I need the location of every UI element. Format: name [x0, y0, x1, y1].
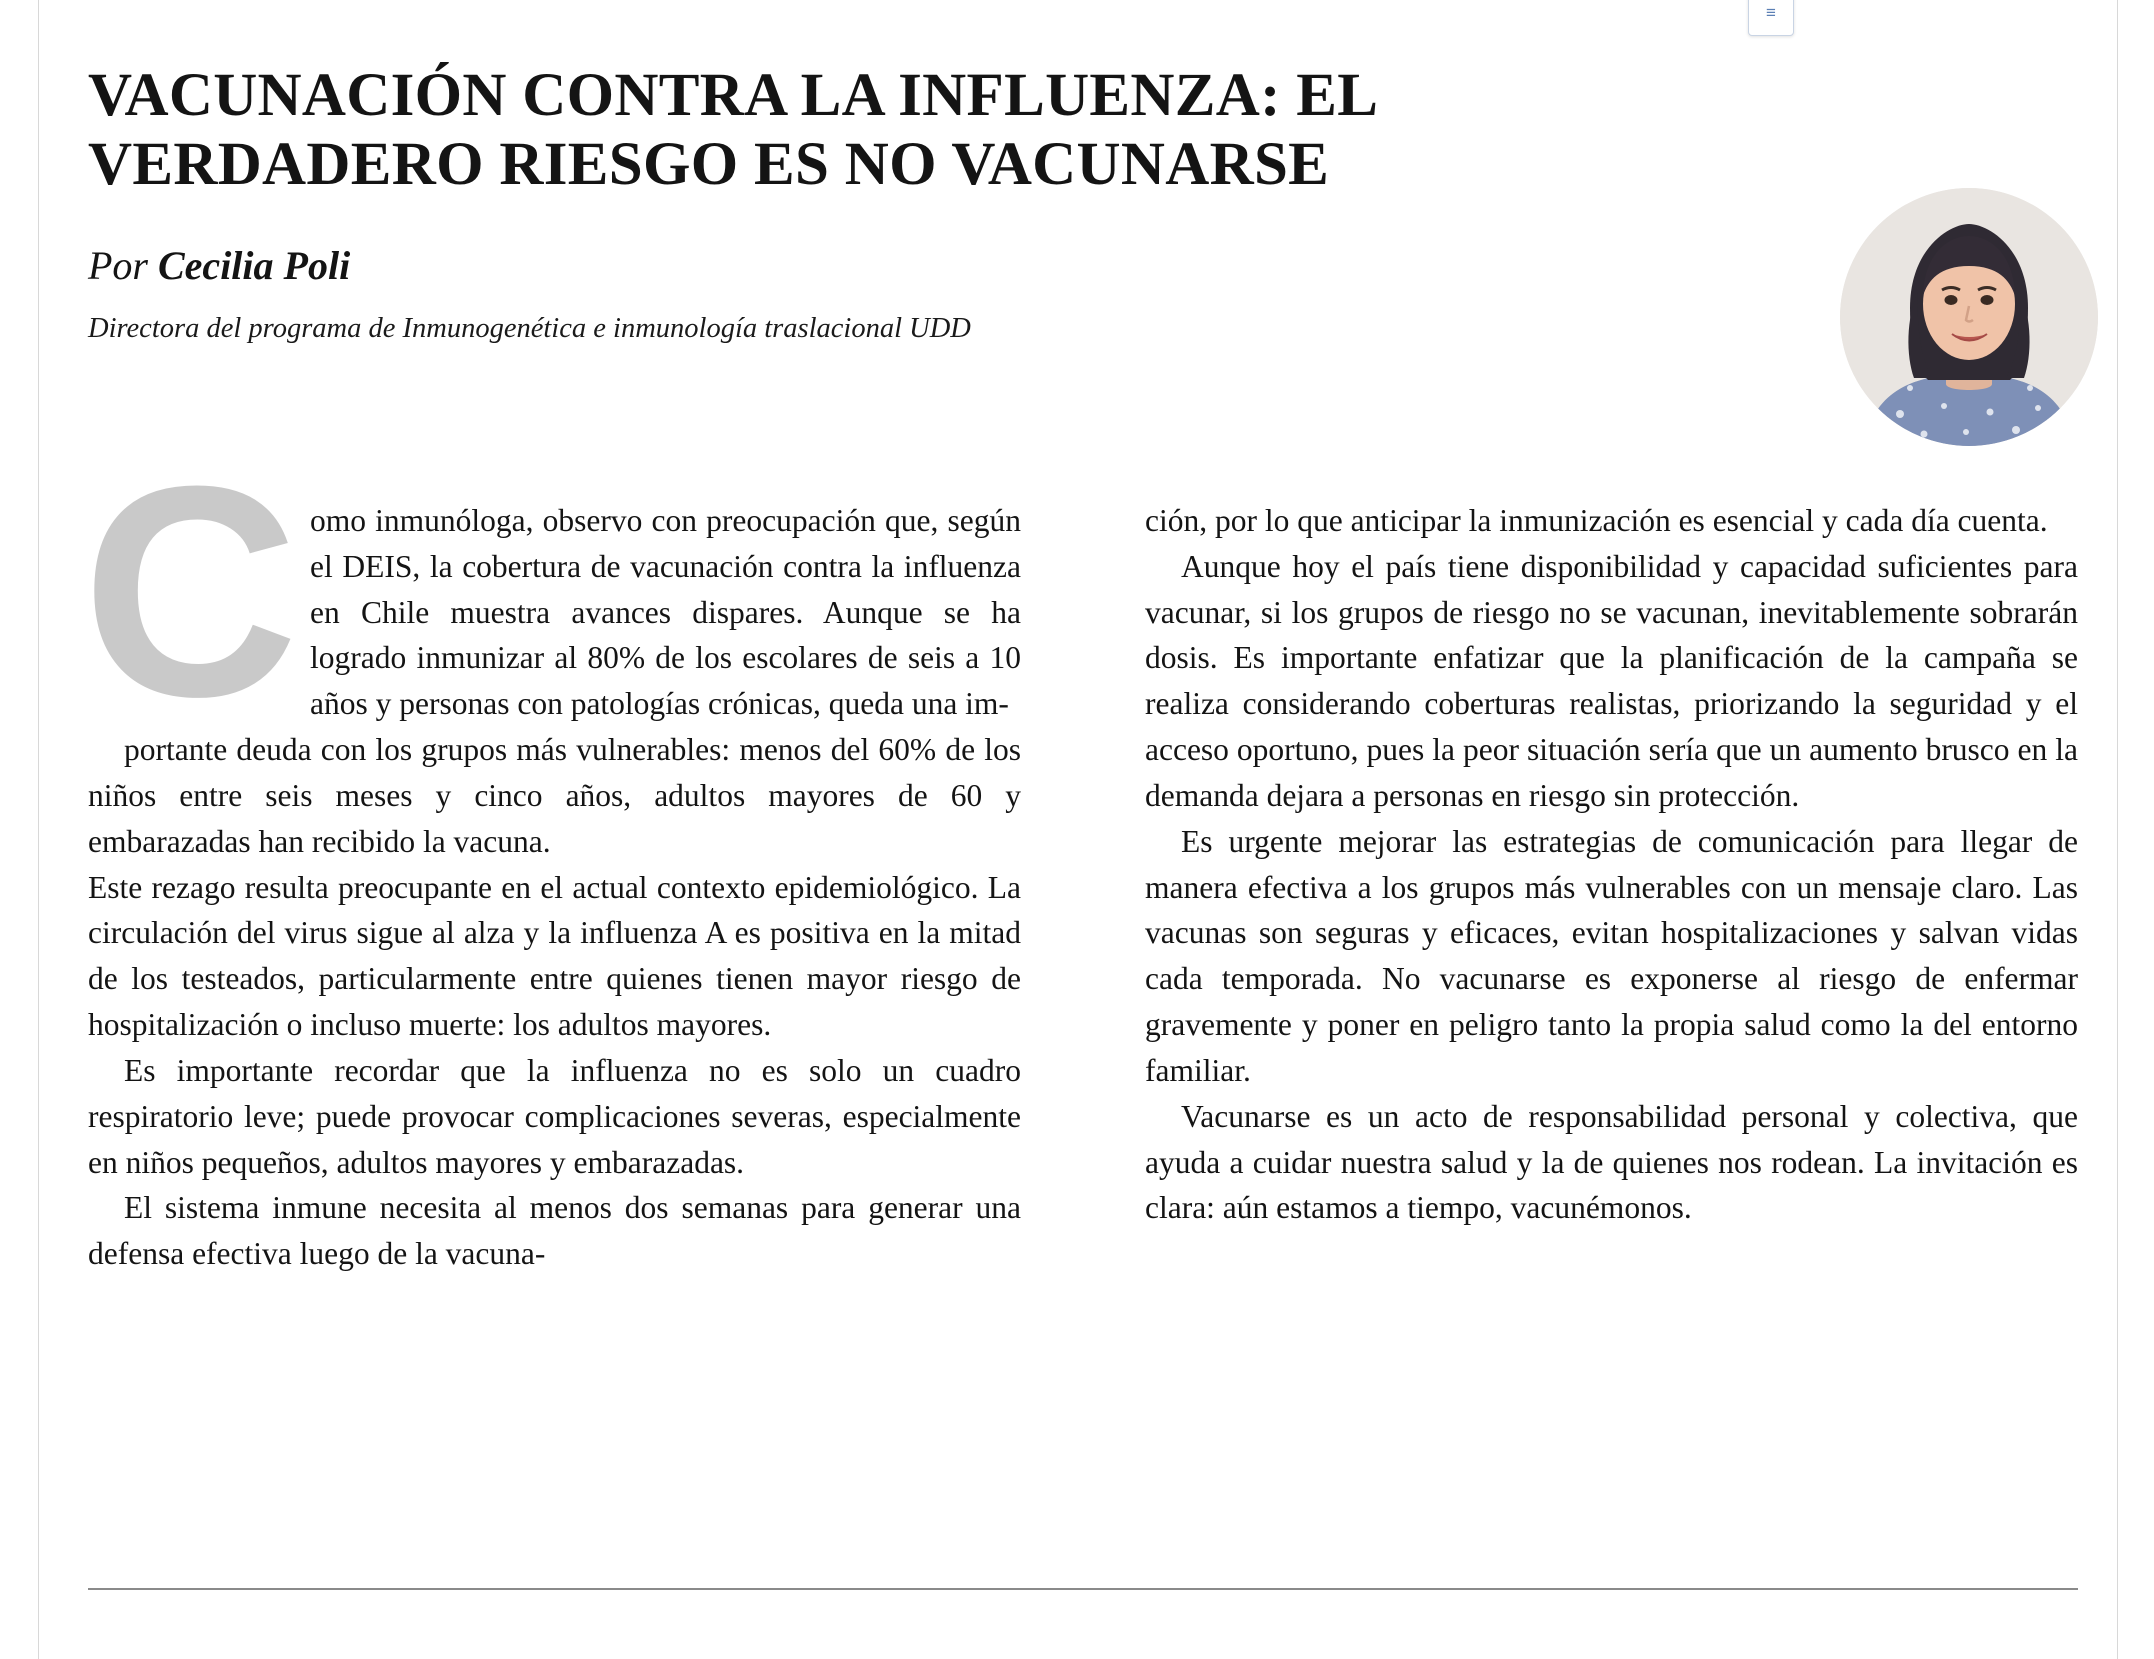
- page-right-rule: [2117, 0, 2118, 1659]
- avatar: [1840, 188, 2098, 446]
- author-name: Cecilia Poli: [158, 242, 351, 288]
- page-title: VACUNACIÓN CONTRA LA INFLUENZA: EL VERDADERO RIESGO ES NO VACUNARSE: [88, 62, 1375, 198]
- paragraph: Aunque hoy el país tiene disponibilidad y capacidad suficientes para vacunar, si los grupos de riesgo no se vacunan, inevitablemente sobrarán dosis. Es importante enfatizar que la planificación de la campaña se realiza considerando coberturas realistas, priorizando la seguridad y el acceso oportuno, pues la peor situación sería que un aumento brusco en la demanda dejara a personas en riesgo sin protección.: [1145, 548, 2078, 813]
- paragraph: Es urgente mejorar las estrategias de comunicación para llegar de manera efectiva a los grupos más vulnerables con un mensaje claro. Las vacunas son seguras y eficaces, evitan hospitalizaciones y salvan vidas cada temporada. No vacunarse es exponerse al riesgo de enfermar gravemente y poner en peligro tanto la propia salud como la del entorno familiar.: [1145, 823, 2078, 1088]
- floating-toolbar-widget[interactable]: [1748, 0, 1794, 36]
- author-title: Directora del programa de Inmunogenética e inmunología traslacional UDD: [88, 312, 971, 344]
- paragraph: Vacunarse es un acto de responsabilidad personal y colectiva, que ayuda a cuidar nuestra salud y la de quienes nos rodean. La invitación es clara: aún estamos a tiempo, vacunémonos.: [1145, 1098, 2078, 1226]
- article-header: [88, 62, 2078, 347]
- menu-lines-icon: ≡: [1766, 3, 1776, 22]
- first-paragraph: [82, 423, 1021, 865]
- author-portrait-image: [1840, 188, 2098, 446]
- article-body: [82, 423, 2078, 1277]
- paragraph: Este rezago resulta preocupante en el actual contexto epidemiológico. La circulación del virus sigue al alza y la influenza A es positiva en la mitad de los testeados, particularmente entre quienes tienen mayor riesgo de hospitalización o incluso muerte: los adultos mayores.: [88, 869, 1021, 1043]
- drop-cap: C: [82, 423, 299, 759]
- byline-prefix: Por: [88, 242, 148, 288]
- column-left: [82, 423, 1083, 1277]
- paragraph-lead: omo inmunóloga, observo con preocupación que, según el DEIS, la cobertura de vacunación contra la influenza en Chile muestra avances dispares. Aunque se ha logrado inmunizar al 80% de los escolares de seis a 10 años y personas con patologías crónicas, queda una im-: [310, 503, 1021, 722]
- paragraph-lead-continued: portante deuda con los grupos más vulnerables: menos del 60% de los niños entre seis meses y cinco años, adultos mayores de 60 y embarazadas han recibido la vacuna.: [88, 732, 1021, 859]
- footer-divider: [88, 1588, 2078, 1590]
- byline: [88, 242, 2078, 290]
- paragraph: Es importante recordar que la influenza no es solo un cuadro respiratorio leve; puede provocar complicaciones severas, especialmente en niños pequeños, adultos mayores y embarazadas.: [88, 1052, 1021, 1180]
- page-left-rule: [38, 0, 39, 1659]
- paragraph: El sistema inmune necesita al menos dos semanas para generar una defensa efectiva luego de la vacuna-: [88, 1190, 1021, 1272]
- paragraph: ción, por lo que anticipar la inmunización es esencial y cada día cuenta.: [1145, 503, 2048, 538]
- column-right: [1083, 498, 2078, 1277]
